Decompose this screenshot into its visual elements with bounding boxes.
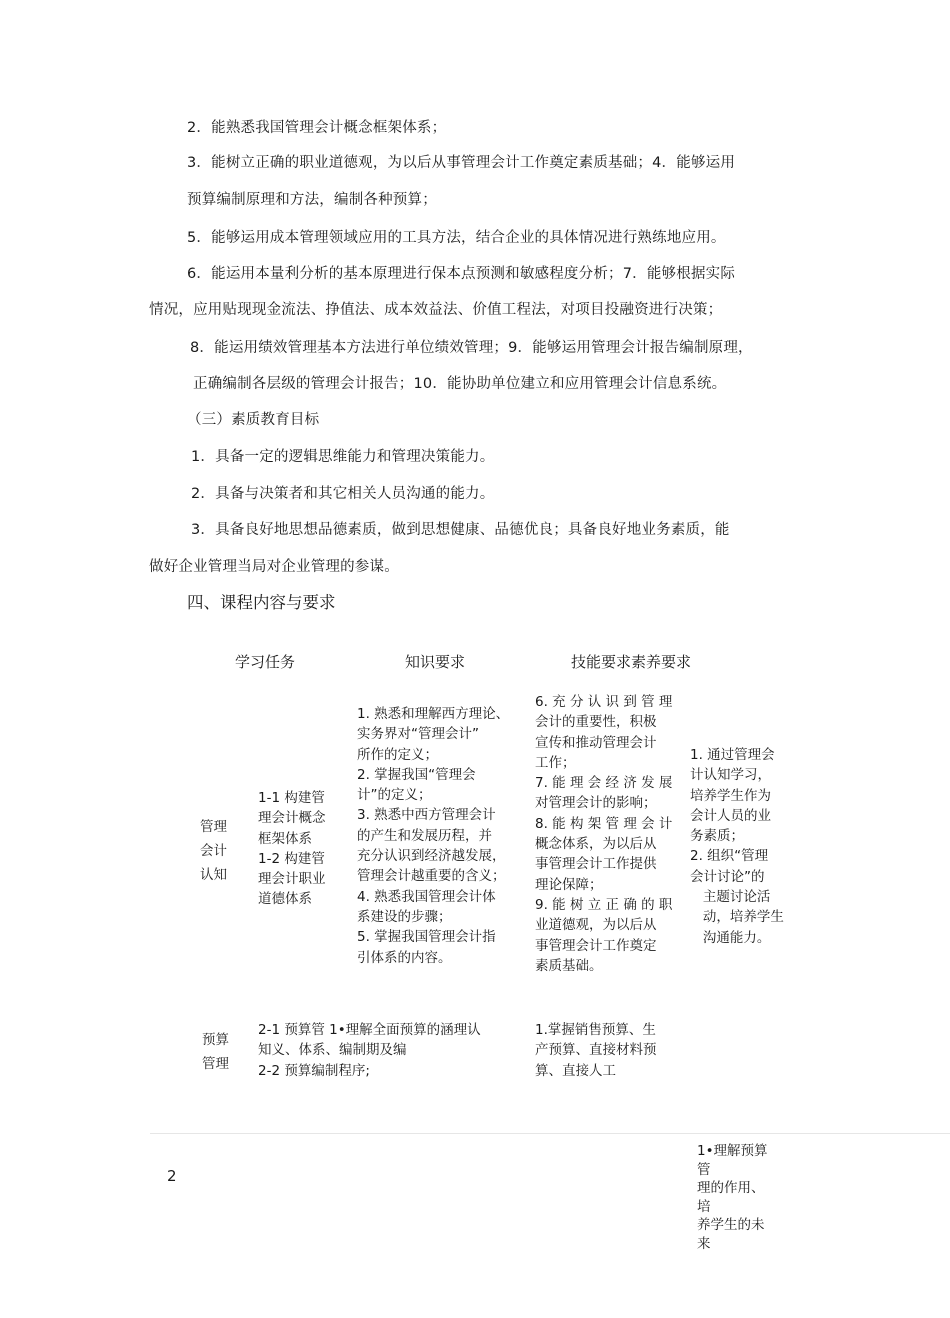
objective-line-1: 2．能熟悉我国管理会计概念框架体系； bbox=[187, 120, 447, 136]
quality-cell: 1. 通过管理会 计认知学习， 培养学生作为 会计人员的业 务素质； 2. 组织“管理 会计讨论”的 主题讨论活 动，培养学生 沟通能力。 bbox=[690, 747, 784, 946]
tasks-knowledge-cell: 2-1 预算管 1•理解全面预算的涵理认 知义、体系、编制期及编 2-2 预算编制程序; bbox=[258, 1022, 481, 1079]
objective-line-5: 6．能运用本量利分析的基本原理进行保本点预测和敏感程度分析；7．能够根据实际 bbox=[187, 266, 736, 282]
skill-cell: 1.掌握销售预算、生 产预算、直接材料预 算、直接人工 bbox=[535, 1022, 657, 1079]
module-cell: 管理 会计 认知 bbox=[200, 819, 227, 883]
skill-cell: 6. 充 分 认 识 到 管 理 会计的重要性，积极 宣传和推动管理会计 工作； 7. 能 理 会 经 济 发 展 对管理会计的影响； 8. 能 构 架 管 理 会 计 概念体系，为以后从 事管理会计工作提供 理论保障； 9. 能 树 立 正 确 的 职 业道德观，为以后从 事管理会计工作奠定 素质基础。 bbox=[535, 694, 673, 974]
header-learning-task: 学习任务 bbox=[235, 653, 296, 671]
module-cell: 预算 管理 bbox=[202, 1032, 229, 1072]
header-knowledge-requirements: 知识要求 bbox=[405, 653, 466, 671]
quality-section-title: （三）素质教育目标 bbox=[187, 412, 320, 428]
section-four-title: 四、课程内容与要求 bbox=[187, 593, 336, 612]
tasks-cell: 1-1 构建管 理会计概念 框架体系 1-2 构建管 理会计职业 道德体系 bbox=[258, 790, 326, 908]
objective-line-4: 5．能够运用成本管理领域应用的工具方法，结合企业的具体情况进行熟练地应用。 bbox=[187, 230, 726, 246]
objective-line-8: 正确编制各层级的管理会计报告；10．能协助单位建立和应用管理会计信息系统。 bbox=[193, 376, 727, 392]
quality-line-3: 3．具备良好地思想品德素质，做到思想健康、品德优良；具备良好地业务素质，能 bbox=[191, 522, 730, 538]
header-skill-quality-requirements: 技能要求素养要求 bbox=[571, 653, 692, 671]
page-divider bbox=[150, 1133, 950, 1134]
quality-line-2: 2．具备与决策者和其它相关人员沟通的能力。 bbox=[191, 486, 495, 502]
objective-line-6: 情况，应用贴现现金流法、挣值法、成本效益法、价值工程法，对项目投融资进行决策； bbox=[149, 302, 723, 318]
objective-line-3: 预算编制原理和方法，编制各种预算； bbox=[187, 192, 437, 208]
quality-cell: 1•理解预算 管 理的作用、 培 养学生的未 来 bbox=[697, 1143, 768, 1252]
objective-line-2: 3．能树立正确的职业道德观，为以后从事管理会计工作奠定素质基础；4．能够运用 bbox=[187, 155, 736, 171]
knowledge-cell: 1. 熟悉和理解西方理论、 实务界对“管理会计” 所作的定义； 2. 掌握我国“管理会 计”的定义； 3. 熟悉中西方管理会计 的产生和发展历程，并 充分认识到经济越发展， 管理会计越重要的含义； 4. 熟悉我国管理会计体 系建设的步骤； 5. 掌握我国管理会计指 引体系的内容。 bbox=[357, 706, 510, 966]
objective-line-7: 8．能运用绩效管理基本方法进行单位绩效管理；9．能够运用管理会计报告编制原理， bbox=[190, 340, 753, 356]
page-number: 2 bbox=[167, 1167, 177, 1185]
quality-line-4: 做好企业管理当局对企业管理的参谋。 bbox=[149, 559, 399, 575]
quality-line-1: 1．具备一定的逻辑思维能力和管理决策能力。 bbox=[191, 449, 495, 465]
